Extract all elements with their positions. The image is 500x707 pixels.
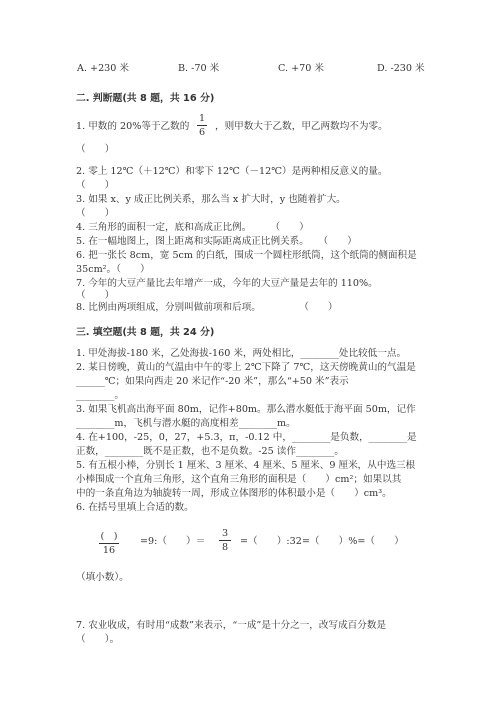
fraction-denominator: 6 [198,127,206,138]
s2-q5: 5. 在一幅地图上，图上距离和实际距离成正比例关系。 （ ） [76,236,357,247]
choice-b: B. -70 米 [178,63,220,74]
s3-q2-line1: 2. 某日傍晚，黄山的气温由中午的零上 2℃下降了 7℃，这天傍晚黄山的气温是 [76,362,416,373]
fraction-bar [197,125,207,126]
fraction-bar [219,540,231,541]
s3-q4-line1: 4. 在+100，-25，0，27，+5.3，π，-0.12 中，________是负数，________是 [76,432,417,443]
s2-q4: 4. 三角形的面积一定，底和高成正比例。 （ ） [76,222,309,233]
s3-q6-eq1: =9:（ ）＝ [140,536,206,547]
s3-q2-line3: ________。 [76,390,124,401]
s2-q1-after: ，则甲数大于乙数，甲乙两数均不为零。 [215,121,388,132]
fraction-denominator: 8 [221,542,229,553]
fraction-numerator: ( ) [100,531,118,542]
s2-q7-paren-line: （ ） [76,290,115,301]
s2-q1-paren: （ ） [76,144,115,155]
s3-q2-line2: ______℃；如果向西走 20 米记作“-20 米”，那么“+50 米”表示 [76,376,349,387]
s2-q6-cont: 35cm²。（ ） [76,264,150,275]
fraction-bar [99,543,119,544]
s2-q3-paren: （ ） [76,208,115,219]
s3-q4-line2: 正数，________既不是正数，也不是负数。-25 读作________。 [76,446,344,457]
s3-q6-fraction1 [99,528,119,556]
s3-q6-note: （填小数）。 [76,572,129,583]
s2-q8: 8. 比例由两项组成，分别叫做前项和后项。 （ ） [76,302,338,313]
section2-heading: 二. 判断题(共 8 题，共 16 分) [76,93,215,104]
s2-q1-fraction [197,113,207,138]
s3-q5-line2: 小棒围成一个直角三角形，这个直角三角形的面积是（ ）cm²；如果以其 [76,474,402,485]
choice-c: C. +70 米 [278,63,324,74]
s3-q3-line2: ________m，飞机与潜水艇的高度相差________m。 [76,418,296,429]
s2-q6: 6. 把一张长 8cm，宽 5cm 的白纸，围成一个圆柱形纸筒，这个纸筒的侧面积是 [76,250,417,261]
s3-q6: 6. 在括号里填上合适的数。 [76,502,194,513]
section3-heading: 三. 填空题(共 8 题，共 24 分) [76,327,215,338]
s3-q7-line1: 7. 农业收成，有时用“成数”来表示，“一成”是十分之一，改写成百分数是 [76,620,387,631]
s2-q1-before: 1. 甲数的 20%等于乙数的 [76,121,190,132]
choice-a: A. +230 米 [77,63,130,74]
s3-q5-line1: 5. 有五根小棒，分别长 1 厘米、3 厘米、4 厘米、5 厘米、9 厘米，从中选三根 [76,460,416,471]
fraction-numerator: 1 [198,113,206,124]
fraction-denominator: 16 [102,545,116,556]
s3-q5-line3: 中的一条直角边为轴旋转一周，形成立体图形的体积最小是（ ）cm³。 [76,488,392,499]
s3-q6-eq2: =（ ）:32=（ ）%=（ ） [240,536,404,547]
s2-q7: 7. 今年的大豆产量比去年增产一成，今年的大豆产量是去年的 110%。 [76,278,378,289]
s2-q2-paren: （ ） [76,180,115,191]
s3-q3-line1: 3. 如果飞机高出海平面 80m，记作+80m。那么潜水艇低于海平面 50m，记作 [76,404,416,415]
s3-q7-line2: （ ）。 [76,634,120,645]
s3-q6-fraction2 [219,528,231,553]
s2-q2: 2. 零上 12℃（＋12℃）和零下 12℃（－12℃）是两种相反意义的量。 [76,166,388,177]
s3-q1: 1. 甲处海拔-180 米，乙处海拔-160 米，两处相比，________处比较低一点。 [76,348,407,359]
fraction-numerator: 3 [221,528,229,539]
choice-d: D. -230 米 [377,63,425,74]
s2-q3: 3. 如果 x、y 成正比例关系，那么当 x 扩大时，y 也随着扩大。 [76,194,346,205]
